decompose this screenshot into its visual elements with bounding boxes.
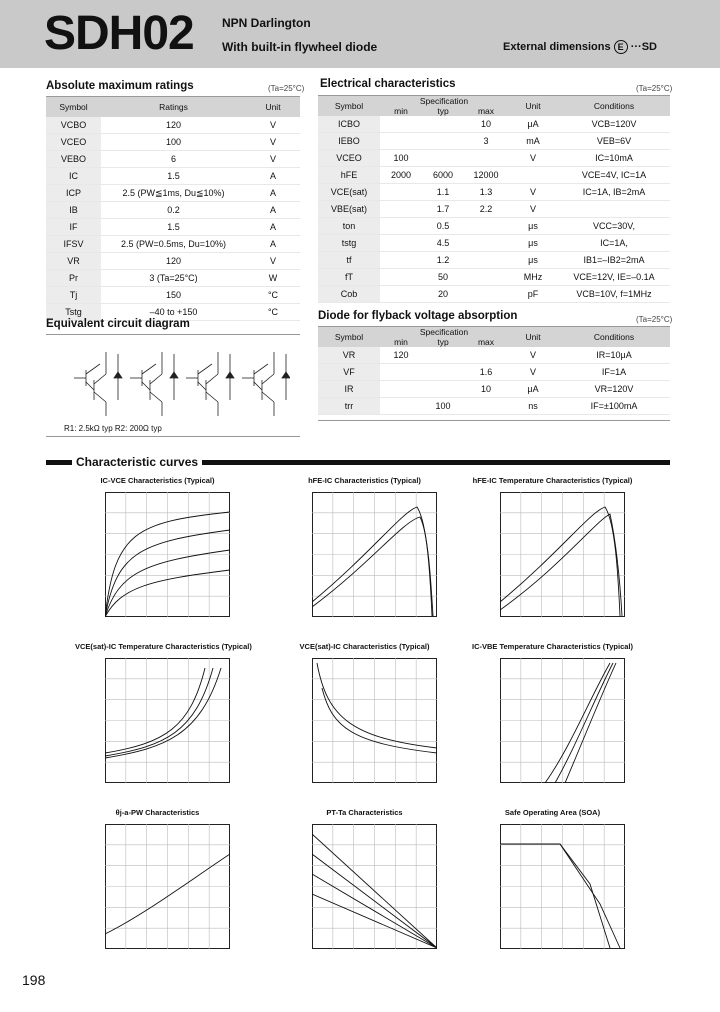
elec-cell: 6000 xyxy=(422,167,464,184)
abs-cell: IF xyxy=(46,219,101,236)
diode-cell xyxy=(422,347,464,364)
elec-cell xyxy=(380,116,422,133)
chart-c4 xyxy=(75,642,252,783)
elec-cell: 10 xyxy=(464,116,508,133)
abs-title: Absolute maximum ratings xyxy=(46,80,194,92)
diode-row xyxy=(318,347,670,364)
diode-cell: V xyxy=(508,364,558,381)
chart-plot xyxy=(500,824,625,949)
diode-cell: μA xyxy=(508,381,558,398)
elec-row xyxy=(318,286,670,303)
diode-cell: IR=10μA xyxy=(558,347,670,364)
diode-cell: trr xyxy=(318,398,380,415)
equivalent-circuit-diagram xyxy=(60,340,290,425)
elec-row xyxy=(318,235,670,252)
elec-cell xyxy=(380,252,422,269)
diode-h-conditions: Conditions xyxy=(558,327,670,347)
abs-row xyxy=(46,287,300,304)
ext-code-circle: E xyxy=(614,40,628,54)
chart-title: IC-VBE Temperature Characteristics (Typical) xyxy=(471,642,634,651)
elec-cell: 20 xyxy=(422,286,464,303)
darlington-unit xyxy=(242,352,290,416)
elec-cell: 12000 xyxy=(464,167,508,184)
circuit-note: R1: 2.5kΩ typ R2: 200Ω typ xyxy=(64,424,162,433)
chart-c5 xyxy=(299,642,437,783)
diode-row xyxy=(318,398,670,415)
elec-cell xyxy=(380,286,422,303)
abs-cell: 120 xyxy=(101,253,246,270)
ext-dims-label: External dimensions xyxy=(503,41,611,53)
diode-h-max: max xyxy=(464,337,508,347)
elec-cell xyxy=(380,269,422,286)
elec-cell: hFE xyxy=(318,167,380,184)
abs-cell: A xyxy=(246,236,300,253)
diode-cell: IF=±100mA xyxy=(558,398,670,415)
abs-row xyxy=(46,219,300,236)
abs-cell: 6 xyxy=(101,151,246,168)
abs-cell: IC xyxy=(46,168,101,185)
elec-cell: fT xyxy=(318,269,380,286)
abs-cell: 1.5 xyxy=(101,168,246,185)
elec-cell: IB1=–IB2=2mA xyxy=(558,252,670,269)
diode-cell: 1.6 xyxy=(464,364,508,381)
abs-cell: 150 xyxy=(101,287,246,304)
abs-cell: VEBO xyxy=(46,151,101,168)
diode-h-typ: typ xyxy=(422,337,464,347)
circuit-title: Equivalent circuit diagram xyxy=(46,318,190,330)
curves-title: Characteristic curves xyxy=(72,455,202,469)
chart-c1 xyxy=(100,476,230,617)
curve-line xyxy=(560,844,620,948)
elec-cell: VBE(sat) xyxy=(318,201,380,218)
curve-line xyxy=(500,507,620,616)
elec-table xyxy=(318,96,670,303)
elec-cell: VCEO xyxy=(318,150,380,167)
elec-cell: VCE=12V, IE=–0.1A xyxy=(558,269,670,286)
elec-h-min: min xyxy=(380,106,422,116)
abs-row xyxy=(46,270,300,287)
elec-title: Electrical characteristics xyxy=(320,78,456,90)
diode-row xyxy=(318,364,670,381)
elec-cell: MHz xyxy=(508,269,558,286)
chart-c7 xyxy=(105,808,230,949)
elec-cell xyxy=(380,218,422,235)
diode-cell: VR=120V xyxy=(558,381,670,398)
abs-cell: VR xyxy=(46,253,101,270)
abs-cell: VCEO xyxy=(46,134,101,151)
diode-row xyxy=(318,381,670,398)
elec-row xyxy=(318,116,670,133)
elec-cell: 2.2 xyxy=(464,201,508,218)
elec-h-conditions: Conditions xyxy=(558,96,670,116)
abs-cell: Pr xyxy=(46,270,101,287)
abs-cell: ICP xyxy=(46,185,101,202)
diode-cell xyxy=(422,364,464,381)
abs-cell: A xyxy=(246,219,300,236)
elec-cell xyxy=(508,167,558,184)
elec-cell: 50 xyxy=(422,269,464,286)
chart-c9 xyxy=(500,808,625,949)
elec-cell: VCE(sat) xyxy=(318,184,380,201)
elec-cell xyxy=(422,133,464,150)
curve-line xyxy=(317,663,437,748)
part-number: SDH02 xyxy=(44,7,194,60)
abs-cell: V xyxy=(246,151,300,168)
elec-cell: VCC=30V, xyxy=(558,218,670,235)
elec-row xyxy=(318,167,670,184)
elec-cell: VCE=4V, IC=1A xyxy=(558,167,670,184)
page-number: 198 xyxy=(22,972,46,988)
elec-cell: IC=10mA xyxy=(558,150,670,167)
diode-cell xyxy=(464,347,508,364)
elec-cell xyxy=(464,269,508,286)
abs-cell: W xyxy=(246,270,300,287)
elec-h-typ: typ xyxy=(422,106,464,116)
curve-line xyxy=(105,668,213,756)
diode-title: Diode for flyback voltage absorption xyxy=(318,310,518,322)
elec-h-spec: Specification xyxy=(380,96,508,106)
elec-cell: μs xyxy=(508,252,558,269)
abs-cell: 0.2 xyxy=(101,202,246,219)
elec-cell xyxy=(422,116,464,133)
curve-line xyxy=(545,663,610,783)
elec-h-unit: Unit xyxy=(508,96,558,116)
curve-line xyxy=(500,844,610,948)
chart-c6 xyxy=(471,642,634,783)
abs-cell: Tstg xyxy=(46,304,101,321)
chart-plot xyxy=(312,492,437,617)
elec-cell: 1.3 xyxy=(464,184,508,201)
abs-cell: 100 xyxy=(101,134,246,151)
chart-plot xyxy=(105,492,230,617)
abs-cell: °C xyxy=(246,304,300,321)
abs-row xyxy=(46,117,300,134)
abs-cell: IB xyxy=(46,202,101,219)
diode-h-min: min xyxy=(380,337,422,347)
elec-cell: IC=1A, xyxy=(558,235,670,252)
circuit-rule-bottom xyxy=(46,436,300,437)
darlington-unit xyxy=(130,352,178,416)
diode-cell: 100 xyxy=(422,398,464,415)
elec-cell xyxy=(464,235,508,252)
elec-cell: Cob xyxy=(318,286,380,303)
ext-suffix: ···SD xyxy=(630,41,657,53)
abs-h-symbol: Symbol xyxy=(46,97,101,117)
abs-cell: V xyxy=(246,117,300,134)
elec-h-symbol: Symbol xyxy=(318,96,380,116)
diode-cell: VF xyxy=(318,364,380,381)
abs-cell: 1.5 xyxy=(101,219,246,236)
chart-c2 xyxy=(308,476,437,617)
elec-row xyxy=(318,133,670,150)
abs-cell: IFSV xyxy=(46,236,101,253)
diode-cell xyxy=(380,398,422,415)
external-dimensions xyxy=(503,40,657,54)
elec-cell: μs xyxy=(508,235,558,252)
abs-row xyxy=(46,253,300,270)
elec-cell: VCB=120V xyxy=(558,116,670,133)
elec-cell: 2000 xyxy=(380,167,422,184)
chart-plot xyxy=(105,824,230,949)
elec-cell xyxy=(558,201,670,218)
chart-title: IC-VCE Characteristics (Typical) xyxy=(100,476,215,485)
elec-row xyxy=(318,201,670,218)
elec-cell xyxy=(464,286,508,303)
elec-cell: mA xyxy=(508,133,558,150)
elec-cell: IEBO xyxy=(318,133,380,150)
abs-row xyxy=(46,185,300,202)
elec-cell xyxy=(464,252,508,269)
chart-title: PT-Ta Characteristics xyxy=(326,808,403,817)
diode-cell: VR xyxy=(318,347,380,364)
diode-cell xyxy=(380,381,422,398)
elec-cell: 100 xyxy=(380,150,422,167)
elec-row xyxy=(318,218,670,235)
chart-title: hFE-IC Characteristics (Typical) xyxy=(308,476,421,485)
diode-cell: ns xyxy=(508,398,558,415)
abs-h-unit: Unit xyxy=(246,97,300,117)
diode-h-symbol: Symbol xyxy=(318,327,380,347)
abs-row xyxy=(46,168,300,185)
curve-line xyxy=(105,668,221,758)
chart-title: VCE(sat)-IC Temperature Characteristics (Typical) xyxy=(75,642,252,651)
elec-cell: VCB=10V, f=1MHz xyxy=(558,286,670,303)
abs-cell: A xyxy=(246,168,300,185)
abs-table xyxy=(46,97,300,321)
chart-plot xyxy=(312,658,437,783)
chart-plot xyxy=(312,824,437,949)
abs-cell: 3 (Ta=25°C) xyxy=(101,270,246,287)
diode-cell: IF=1A xyxy=(558,364,670,381)
elec-cell: tstg xyxy=(318,235,380,252)
elec-row xyxy=(318,269,670,286)
chart-plot xyxy=(500,658,625,783)
diode-table xyxy=(318,327,670,415)
abs-cell: Tj xyxy=(46,287,101,304)
elec-cell: VEB=6V xyxy=(558,133,670,150)
abs-cell: VCBO xyxy=(46,117,101,134)
abs-cell: –40 to +150 xyxy=(101,304,246,321)
elec-cell: 1.1 xyxy=(422,184,464,201)
elec-cell: 1.7 xyxy=(422,201,464,218)
abs-cond: (Ta=25°C) xyxy=(268,84,305,93)
curve-line xyxy=(312,517,433,616)
elec-cell xyxy=(380,201,422,218)
chart-c3 xyxy=(472,476,633,617)
diode-h-spec: Specification xyxy=(380,327,508,337)
elec-cell xyxy=(464,150,508,167)
elec-row xyxy=(318,252,670,269)
elec-row xyxy=(318,184,670,201)
diode-cell: V xyxy=(508,347,558,364)
abs-cell: V xyxy=(246,134,300,151)
curve-line xyxy=(312,507,432,616)
elec-cell: 3 xyxy=(464,133,508,150)
chart-c8 xyxy=(312,808,437,949)
elec-cell: tf xyxy=(318,252,380,269)
diode-cell: 120 xyxy=(380,347,422,364)
device-type: NPN Darlington xyxy=(222,16,311,30)
darlington-unit xyxy=(186,352,234,416)
elec-cell: 1.2 xyxy=(422,252,464,269)
diode-cell xyxy=(464,398,508,415)
elec-cell: μs xyxy=(508,218,558,235)
diode-rule-bottom xyxy=(318,420,670,421)
abs-cell: 2.5 (PW=0.5ms, Du=10%) xyxy=(101,236,246,253)
elec-cell xyxy=(380,133,422,150)
diode-cell: IR xyxy=(318,381,380,398)
abs-cell: °C xyxy=(246,287,300,304)
abs-row xyxy=(46,134,300,151)
elec-cell xyxy=(464,218,508,235)
abs-cell: 2.5 (PW≦1ms, Du≦10%) xyxy=(101,185,246,202)
abs-cell: A xyxy=(246,202,300,219)
elec-cell: ICBO xyxy=(318,116,380,133)
chart-plot xyxy=(500,492,625,617)
elec-cell xyxy=(380,235,422,252)
elec-cell: pF xyxy=(508,286,558,303)
circuit-rule-top xyxy=(46,334,300,335)
diode-cell: 10 xyxy=(464,381,508,398)
chart-plot xyxy=(105,658,230,783)
diode-cond: (Ta=25°C) xyxy=(636,315,673,324)
elec-cell: ton xyxy=(318,218,380,235)
elec-h-max: max xyxy=(464,106,508,116)
device-feature: With built-in flywheel diode xyxy=(222,40,378,54)
abs-row xyxy=(46,236,300,253)
abs-row xyxy=(46,202,300,219)
elec-cell xyxy=(380,184,422,201)
diode-h-unit: Unit xyxy=(508,327,558,347)
chart-title: VCE(sat)-IC Characteristics (Typical) xyxy=(299,642,430,651)
elec-cond: (Ta=25°C) xyxy=(636,84,673,93)
abs-cell: 120 xyxy=(101,117,246,134)
elec-cell: V xyxy=(508,201,558,218)
elec-cell: μA xyxy=(508,116,558,133)
elec-cell: V xyxy=(508,184,558,201)
elec-cell: 0.5 xyxy=(422,218,464,235)
chart-title: θj-a-PW Characteristics xyxy=(115,808,200,817)
abs-cell: V xyxy=(246,253,300,270)
curve-line xyxy=(500,514,622,616)
abs-h-ratings: Ratings xyxy=(101,97,246,117)
curve-line xyxy=(565,663,616,783)
elec-row xyxy=(318,150,670,167)
diode-cell xyxy=(380,364,422,381)
chart-title: Safe Operating Area (SOA) xyxy=(504,808,601,817)
chart-title: hFE-IC Temperature Characteristics (Typical) xyxy=(472,476,633,485)
elec-cell xyxy=(422,150,464,167)
abs-row xyxy=(46,151,300,168)
elec-cell: V xyxy=(508,150,558,167)
abs-cell: A xyxy=(246,185,300,202)
curve-line xyxy=(105,668,205,753)
darlington-unit xyxy=(74,352,122,416)
elec-cell: 4.5 xyxy=(422,235,464,252)
elec-cell: IC=1A, IB=2mA xyxy=(558,184,670,201)
diode-cell xyxy=(422,381,464,398)
